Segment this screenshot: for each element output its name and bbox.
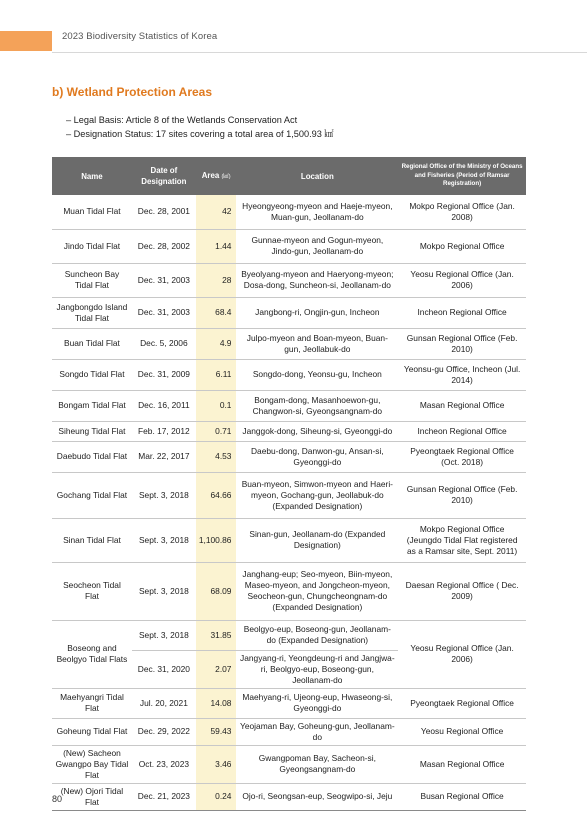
cell-date: Dec. 31, 2003 — [132, 297, 196, 328]
table-header-row — [52, 157, 526, 195]
cell-office: Yeosu Regional Office — [398, 718, 526, 745]
cell-date: Dec. 28, 2001 — [132, 195, 196, 229]
cell-name: Siheung Tidal Flat — [52, 421, 132, 441]
cell-name: Goheung Tidal Flat — [52, 718, 132, 745]
cell-office: Masan Regional Office — [398, 390, 526, 421]
cell-location: Maehyang-ri, Ujeong-eup, Hwaseong-si, Gyeonggi-do — [236, 688, 398, 718]
cell-location: Sinan-gun, Jeollanam-do (Expanded Designation) — [236, 518, 398, 562]
header-divider — [52, 52, 587, 53]
cell-location: Gwangpoman Bay, Sacheon-si, Gyeongsangnam-do — [236, 745, 398, 783]
table-row — [52, 688, 526, 718]
cell-date: Mar. 22, 2017 — [132, 441, 196, 472]
cell-name: Suncheon Bay Tidal Flat — [52, 263, 132, 297]
header-area — [196, 157, 237, 195]
cell-date: Dec. 31, 2020 — [132, 650, 196, 688]
cell-date: Dec. 16, 2011 — [132, 390, 196, 421]
cell-name: Boseong and Beolgyo Tidal Flats — [52, 620, 132, 688]
cell-office: Yeonsu-gu Office, Incheon (Jul. 2014) — [398, 359, 526, 390]
cell-location: Jangbong-ri, Ongjin-gun, Incheon — [236, 297, 398, 328]
cell-date: Dec. 5, 2006 — [132, 328, 196, 359]
cell-area: 1.44 — [196, 229, 237, 263]
cell-area: 6.11 — [196, 359, 237, 390]
cell-office: Mokpo Regional Office (Jan. 2008) — [398, 195, 526, 229]
cell-date: Dec. 31, 2009 — [132, 359, 196, 390]
cell-location: Jangyang-ri, Yeongdeung-ri and Jangjwa-ri, Beolgyo-eup, Boseong-gun, Jeollanam-do — [236, 650, 398, 688]
table-row — [52, 783, 526, 810]
cell-location: Ojo-ri, Seongsan-eup, Seogwipo-si, Jeju — [236, 783, 398, 810]
bullet-legal-basis: – Legal Basis: Article 8 of the Wetlands Conservation Act — [66, 115, 298, 125]
cell-name: Bongam Tidal Flat — [52, 390, 132, 421]
cell-name: (New) Ojori Tidal Flat — [52, 783, 132, 810]
cell-office: Yeosu Regional Office (Jan. 2006) — [398, 620, 526, 688]
cell-date: Dec. 21, 2023 — [132, 783, 196, 810]
cell-location: Bongam-dong, Masanhoewon-gu, Changwon-si, Gyeongsangnam-do — [236, 390, 398, 421]
table-row — [52, 518, 526, 562]
cell-name: Gochang Tidal Flat — [52, 472, 132, 518]
cell-date: Dec. 29, 2022 — [132, 718, 196, 745]
table-row — [52, 421, 526, 441]
cell-area: 4.9 — [196, 328, 237, 359]
cell-area: 59.43 — [196, 718, 237, 745]
table-row — [52, 263, 526, 297]
table-row — [52, 441, 526, 472]
cell-area: 2.07 — [196, 650, 237, 688]
cell-area: 64.66 — [196, 472, 237, 518]
cell-office: Yeosu Regional Office (Jan. 2006) — [398, 263, 526, 297]
cell-area: 0.1 — [196, 390, 237, 421]
cell-name: Buan Tidal Flat — [52, 328, 132, 359]
cell-location: Songdo-dong, Yeonsu-gu, Incheon — [236, 359, 398, 390]
cell-office: Mokpo Regional Office — [398, 229, 526, 263]
table-row — [52, 359, 526, 390]
cell-date: Feb. 17, 2012 — [132, 421, 196, 441]
cell-office: Pyeongtaek Regional Office (Oct. 2018) — [398, 441, 526, 472]
cell-name: Maehyangri Tidal Flat — [52, 688, 132, 718]
table-row — [52, 745, 526, 783]
cell-office: Gunsan Regional Office (Feb. 2010) — [398, 328, 526, 359]
cell-name: Jindo Tidal Flat — [52, 229, 132, 263]
cell-area: 28 — [196, 263, 237, 297]
cell-office: Incheon Regional Office — [398, 421, 526, 441]
wetland-protection-table — [52, 157, 526, 811]
cell-area: 31.85 — [196, 620, 237, 650]
cell-office: Mokpo Regional Office (Jeungdo Tidal Flat registered as a Ramsar site, Sept. 2011) — [398, 518, 526, 562]
cell-date: Dec. 31, 2003 — [132, 263, 196, 297]
cell-date: Sept. 3, 2018 — [132, 620, 196, 650]
cell-office: Pyeongtaek Regional Office — [398, 688, 526, 718]
cell-location: Julpo-myeon and Boan-myeon, Buan-gun, Jeollabuk-do — [236, 328, 398, 359]
cell-date: Jul. 20, 2021 — [132, 688, 196, 718]
cell-area: 3.46 — [196, 745, 237, 783]
cell-location: Daebu-dong, Danwon-gu, Ansan-si, Gyeonggi-do — [236, 441, 398, 472]
cell-name: Seocheon Tidal Flat — [52, 562, 132, 620]
table-row — [52, 297, 526, 328]
cell-name: Muan Tidal Flat — [52, 195, 132, 229]
cell-location: Buan-myeon, Simwon-myeon and Haeri-myeon, Gochang-gun, Jeollabuk-do (Expanded Designation) — [236, 472, 398, 518]
cell-location: Gunnae-myeon and Gogun-myeon, Jindo-gun, Jeollanam-do — [236, 229, 398, 263]
table-row — [52, 195, 526, 229]
cell-office: Masan Regional Office — [398, 745, 526, 783]
cell-area: 1,100.86 — [196, 518, 237, 562]
table-row — [52, 562, 526, 620]
cell-date: Sept. 3, 2018 — [132, 518, 196, 562]
header-area-unit: (㎢) — [221, 173, 231, 180]
header-office: Regional Office of the Ministry of Oceans and Fisheries (Period of Ramsar Registration) — [398, 157, 526, 195]
cell-location: Janghang-eup; Seo-myeon, Biin-myeon, Maseo-myeon, and Jongcheon-myeon, Seocheon-gun, Chungcheongnam-do (Expanded Designation) — [236, 562, 398, 620]
bullet-designation-status: – Designation Status: 17 sites covering a total area of 1,500.93 ㎢ — [66, 129, 334, 139]
cell-area: 42 — [196, 195, 237, 229]
cell-office: Incheon Regional Office — [398, 297, 526, 328]
cell-area: 4.53 — [196, 441, 237, 472]
section-title: b) Wetland Protection Areas — [52, 85, 213, 99]
cell-name: (New) Sacheon Gwangpo Bay Tidal Flat — [52, 745, 132, 783]
table-row — [52, 229, 526, 263]
cell-date: Sept. 3, 2018 — [132, 562, 196, 620]
cell-area: 68.4 — [196, 297, 237, 328]
cell-name: Songdo Tidal Flat — [52, 359, 132, 390]
cell-area: 68.09 — [196, 562, 237, 620]
cell-area: 0.24 — [196, 783, 237, 810]
header-accent-tab — [0, 31, 52, 51]
header-location: Location — [236, 157, 398, 195]
cell-date: Dec. 28, 2002 — [132, 229, 196, 263]
cell-date: Sept. 3, 2018 — [132, 472, 196, 518]
cell-location: Beolgyo-eup, Boseong-gun, Jeollanam-do (Expanded Designation) — [236, 620, 398, 650]
cell-area: 0.71 — [196, 421, 237, 441]
cell-office: Busan Regional Office — [398, 783, 526, 810]
cell-location: Yeojaman Bay, Goheung-gun, Jeollanam-do — [236, 718, 398, 745]
cell-location: Janggok-dong, Siheung-si, Gyeonggi-do — [236, 421, 398, 441]
cell-office: Gunsan Regional Office (Feb. 2010) — [398, 472, 526, 518]
table-row — [52, 472, 526, 518]
table-row — [52, 718, 526, 745]
header-date: Date of Designation — [132, 157, 196, 195]
header-area-label: Area — [201, 170, 220, 180]
cell-location: Byeolyang-myeon and Haeryong-myeon; Dosa-dong, Suncheon-si, Jeollanam-do — [236, 263, 398, 297]
page-number: 80 — [52, 794, 63, 804]
cell-location: Hyeongyeong-myeon and Haeje-myeon, Muan-gun, Jeollanam-do — [236, 195, 398, 229]
running-title: 2023 Biodiversity Statistics of Korea — [62, 31, 218, 42]
cell-name: Sinan Tidal Flat — [52, 518, 132, 562]
header-name: Name — [52, 157, 132, 195]
cell-date: Oct. 23, 2023 — [132, 745, 196, 783]
bullet-list — [66, 113, 334, 141]
table-row — [52, 328, 526, 359]
cell-name: Daebudo Tidal Flat — [52, 441, 132, 472]
cell-name: Jangbongdo Island Tidal Flat — [52, 297, 132, 328]
table-row — [52, 390, 526, 421]
table-row — [52, 620, 526, 650]
cell-area: 14.08 — [196, 688, 237, 718]
cell-office: Daesan Regional Office ( Dec. 2009) — [398, 562, 526, 620]
